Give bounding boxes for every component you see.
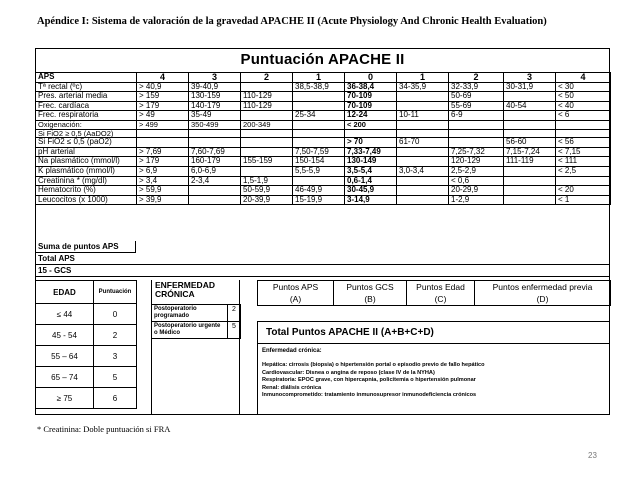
aps-cell (556, 120, 611, 129)
aps-cell (293, 176, 345, 186)
chronic-box (151, 280, 240, 415)
chronic-definition-line: Inmunocomprometido: tratamiento inmunosupresor inmunodeficiencia crónicos (262, 392, 477, 398)
aps-row-label: Leucocitos (x 1000) (36, 195, 137, 205)
points-label: Puntos Edad (407, 281, 475, 294)
aps-cell (397, 120, 449, 129)
aps-cell (241, 166, 293, 176)
aps-cell (293, 129, 345, 138)
points-label: Puntos APS (258, 281, 334, 294)
aps-cell: > 59,9 (137, 186, 189, 196)
aps-header-score: 0 (345, 73, 397, 83)
aps-cell: 350-499 (189, 120, 241, 129)
table-title: Puntuación APACHE II (240, 51, 405, 68)
aps-cell (504, 120, 556, 129)
aps-cell: 160-179 (189, 157, 241, 167)
aps-cell: 140-179 (189, 101, 241, 111)
age-range: 65 – 74 (36, 367, 94, 388)
aps-row-label: Si FiO2 ≥ 0,5 (AaDO2) (36, 129, 137, 138)
slide-title: Apéndice I: Sistema de valoración de la gravedad APACHE II (Acute Physiology And Chronic Health Evaluation) (37, 16, 547, 27)
aps-cell: > 6,9 (137, 166, 189, 176)
points-letter: (C) (407, 293, 475, 306)
aps-cell (241, 129, 293, 138)
aps-cell (397, 157, 449, 167)
age-head-edad: EDAD (36, 281, 94, 304)
points-table (257, 280, 611, 306)
gcs-label: 15 - GCS (35, 265, 610, 277)
aps-cell (241, 82, 293, 92)
chronic-score: 5 (228, 322, 241, 339)
aps-cell (241, 147, 293, 157)
aps-header-score: 3 (504, 73, 556, 83)
aps-cell: 70-109 (345, 92, 397, 102)
aps-cell: 130-149 (345, 157, 397, 167)
aps-cell: 36-38,4 (345, 82, 397, 92)
aps-cell (397, 92, 449, 102)
chronic-condition: Postoperatorio programado (152, 305, 228, 322)
aps-cell: 15-19,9 (293, 195, 345, 205)
aps-cell: 50-59,9 (241, 186, 293, 196)
aps-cell (293, 101, 345, 111)
sum-block (35, 241, 136, 277)
aps-cell: < 0,6 (449, 176, 504, 186)
aps-cell (397, 195, 449, 205)
aps-cell (397, 101, 449, 111)
aps-row-label: Si FiO2 ≤ 0,5 (paO2) (36, 138, 137, 148)
chronic-condition: Postoperatorio urgente o Médico (152, 322, 228, 339)
aps-cell: > 49 (137, 111, 189, 121)
chronic-heading-line2: CRÓNICA (155, 289, 195, 299)
aps-header-score: 3 (189, 73, 241, 83)
aps-header-score: 1 (397, 73, 449, 83)
aps-cell (241, 138, 293, 148)
chronic-score: 2 (228, 305, 241, 322)
footnote: * Creatinina: Doble puntuación si FRA (37, 424, 171, 434)
aps-cell (293, 120, 345, 129)
aps-cell: 3-14,9 (345, 195, 397, 205)
aps-cell: 150-154 (293, 157, 345, 167)
aps-cell (397, 176, 449, 186)
aps-cell: < 111 (556, 157, 611, 167)
age-range: 45 - 54 (36, 325, 94, 346)
aps-cell: > 179 (137, 157, 189, 167)
aps-cell (504, 166, 556, 176)
total-aps-label: Total APS (35, 253, 610, 265)
aps-cell: < 50 (556, 92, 611, 102)
age-score: 5 (94, 367, 137, 388)
age-range: ≥ 75 (36, 388, 94, 409)
aps-cell (504, 195, 556, 205)
age-score: 6 (94, 388, 137, 409)
age-score: 3 (94, 346, 137, 367)
age-head-puntuacion: Puntuación (94, 281, 137, 304)
aps-cell: 35-49 (189, 111, 241, 121)
aps-cell: 12-24 (345, 111, 397, 121)
aps-row-label: Na plasmático (mmol/l) (36, 157, 137, 167)
aps-cell (449, 138, 504, 148)
aps-cell (137, 138, 189, 148)
aps-header-score: 2 (241, 73, 293, 83)
aps-cell (397, 147, 449, 157)
aps-cell: 5,5-5,9 (293, 166, 345, 176)
age-score: 0 (94, 304, 137, 325)
aps-cell: 110-129 (241, 92, 293, 102)
chronic-heading-line1: ENFERMEDAD (155, 280, 215, 290)
aps-cell: > 39,9 (137, 195, 189, 205)
aps-cell (504, 92, 556, 102)
aps-header-score: 4 (556, 73, 611, 83)
aps-cell: 110-129 (241, 101, 293, 111)
aps-cell: < 7,15 (556, 147, 611, 157)
aps-cell: < 6 (556, 111, 611, 121)
aps-cell: > 7,69 (137, 147, 189, 157)
aps-cell: 7,25-7,32 (449, 147, 504, 157)
aps-cell: 25-34 (293, 111, 345, 121)
aps-cell (449, 129, 504, 138)
aps-row-label: Creatinina * (mg/dl) (36, 176, 137, 186)
aps-cell: 32-33,9 (449, 82, 504, 92)
aps-cell: < 200 (345, 120, 397, 129)
aps-cell: 2,5-2,9 (449, 166, 504, 176)
chronic-table (151, 304, 241, 339)
points-letter: (B) (334, 293, 407, 306)
chronic-definition-title: Enfermedad crónica: (262, 348, 322, 354)
points-letter: (D) (475, 293, 611, 306)
aps-cell (449, 120, 504, 129)
aps-row-label: Hematocrito (%) (36, 186, 137, 196)
aps-cell: 3,5-5,4 (345, 166, 397, 176)
aps-cell (397, 186, 449, 196)
aps-cell (137, 129, 189, 138)
age-table (35, 280, 137, 409)
aps-cell (504, 186, 556, 196)
aps-cell: 39-40,9 (189, 82, 241, 92)
aps-cell: 20-39,9 (241, 195, 293, 205)
aps-cell: 40-54 (504, 101, 556, 111)
aps-row-label: Frec. cardíaca (36, 101, 137, 111)
aps-cell: 0,6-1,4 (345, 176, 397, 186)
chronic-definition-line: Hepática: cirrosis (biopsia) o hipertensión portal o episodio previo de fallo hepático (262, 362, 485, 368)
aps-header-score: 1 (293, 73, 345, 83)
aps-cell: 56-60 (504, 138, 556, 148)
aps-cell: > 70 (345, 138, 397, 148)
chronic-definition-line: Renal: diálisis crónica (262, 385, 322, 391)
aps-cell: 70-109 (345, 101, 397, 111)
aps-cell (293, 138, 345, 148)
points-letter: (A) (258, 293, 334, 306)
page-number: 23 (588, 451, 597, 460)
aps-cell: < 56 (556, 138, 611, 148)
aps-header-score: 2 (449, 73, 504, 83)
age-score: 2 (94, 325, 137, 346)
aps-cell: 46-49,9 (293, 186, 345, 196)
aps-cell: 6,0-6,9 (189, 166, 241, 176)
aps-cell: 7,33-7,49 (345, 147, 397, 157)
aps-cell: > 3,4 (137, 176, 189, 186)
aps-cell (189, 186, 241, 196)
age-range: ≤ 44 (36, 304, 94, 325)
aps-cell: < 20 (556, 186, 611, 196)
aps-cell (189, 138, 241, 148)
aps-cell: 1,5-1,9 (241, 176, 293, 186)
aps-cell: 111-119 (504, 157, 556, 167)
aps-cell: 120-129 (449, 157, 504, 167)
points-label: Puntos GCS (334, 281, 407, 294)
aps-cell: < 1 (556, 195, 611, 205)
aps-cell: 1-2,9 (449, 195, 504, 205)
aps-cell (189, 129, 241, 138)
aps-cell: 2-3,4 (189, 176, 241, 186)
aps-cell (397, 129, 449, 138)
aps-row-label: Tª rectal (ºc) (36, 82, 137, 92)
aps-row-label: pH arterial (36, 147, 137, 157)
aps-cell: > 499 (137, 120, 189, 129)
aps-cell: < 30 (556, 82, 611, 92)
aps-cell (504, 176, 556, 186)
chronic-definition-line: Cardiovascular: Disnea o angina de reposo (clase IV de la NYHA) (262, 370, 435, 376)
aps-cell: 130-159 (189, 92, 241, 102)
aps-cell: 30-45,9 (345, 186, 397, 196)
aps-cell: 155-159 (241, 157, 293, 167)
aps-cell (293, 92, 345, 102)
aps-cell (241, 111, 293, 121)
aps-cell (189, 195, 241, 205)
aps-cell: > 179 (137, 101, 189, 111)
aps-row-label: K plasmático (mmol/l) (36, 166, 137, 176)
sum-aps-label: Suma de puntos APS (35, 241, 136, 253)
aps-cell: 30-31,9 (504, 82, 556, 92)
aps-cell: 38,5-38,9 (293, 82, 345, 92)
aps-cell: 200-349 (241, 120, 293, 129)
chronic-heading (155, 281, 215, 299)
aps-cell: 50-69 (449, 92, 504, 102)
aps-row-label: Frec. respiratoria (36, 111, 137, 121)
aps-cell: 7,15-7,24 (504, 147, 556, 157)
aps-cell: > 159 (137, 92, 189, 102)
aps-cell (556, 176, 611, 186)
total-points: Total Puntos APACHE II (A+B+C+D) (257, 321, 610, 344)
age-range: 55 – 64 (36, 346, 94, 367)
aps-header-label: APS (36, 73, 137, 83)
aps-cell: 20-29,9 (449, 186, 504, 196)
aps-row-label: Oxigenación: (36, 120, 137, 129)
points-label: Puntos enfermedad previa (475, 281, 611, 294)
aps-cell: 10-11 (397, 111, 449, 121)
aps-row-label: Pres. arterial media (36, 92, 137, 102)
aps-cell (504, 111, 556, 121)
aps-table (35, 72, 611, 205)
aps-cell: < 40 (556, 101, 611, 111)
aps-cell: > 40,9 (137, 82, 189, 92)
aps-cell: 7,60-7,69 (189, 147, 241, 157)
chronic-definition-line: Respiratoria: EPOC grave, con hipercapnia, policitemia o hipertensión pulmonar (262, 377, 476, 383)
aps-cell: < 2,5 (556, 166, 611, 176)
aps-cell (556, 129, 611, 138)
aps-cell: 61-70 (397, 138, 449, 148)
aps-cell: 3,0-3,4 (397, 166, 449, 176)
aps-header-score: 4 (137, 73, 189, 83)
aps-cell (504, 129, 556, 138)
aps-cell: 34-35,9 (397, 82, 449, 92)
aps-cell: 7,50-7,59 (293, 147, 345, 157)
aps-cell: 6-9 (449, 111, 504, 121)
aps-cell (345, 129, 397, 138)
aps-cell: 55-69 (449, 101, 504, 111)
